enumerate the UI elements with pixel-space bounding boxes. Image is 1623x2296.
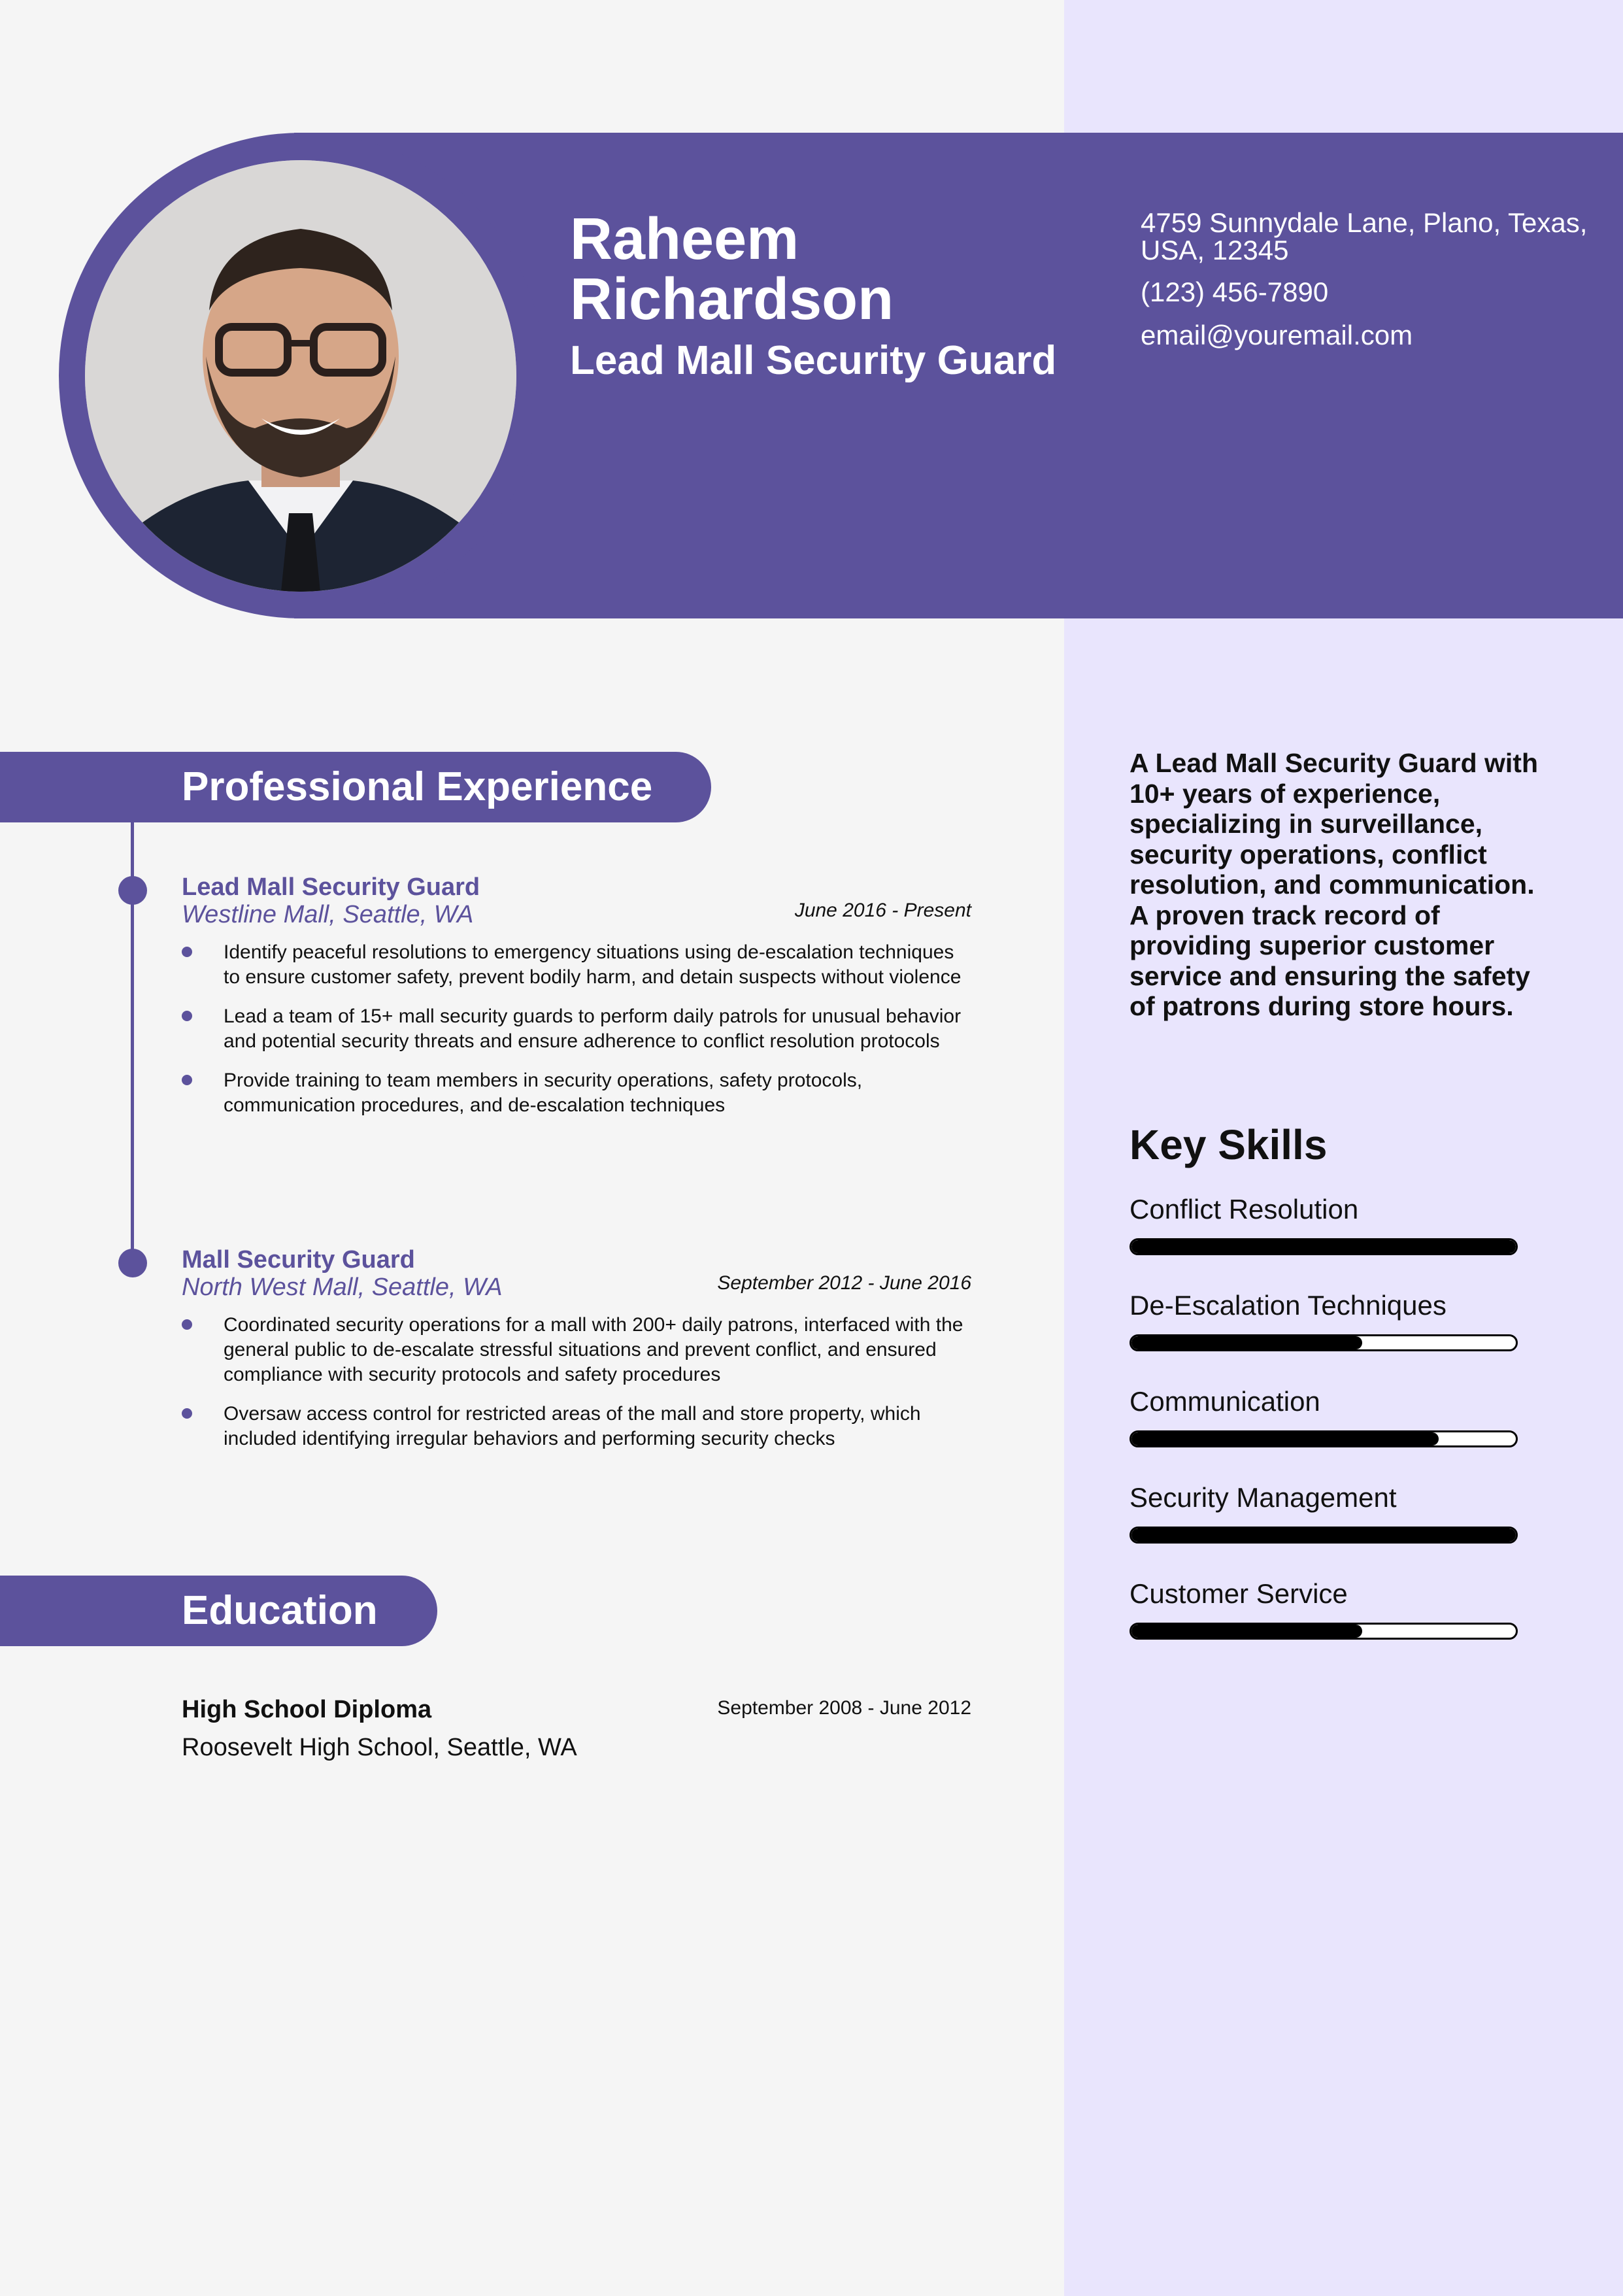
skill-item (1129, 1386, 1522, 1482)
education-entry (182, 1695, 971, 1763)
skill-name: Communication (1129, 1386, 1320, 1417)
email: email@youremail.com (1141, 320, 1413, 350)
job-entry (182, 1246, 971, 1466)
timeline-dot (118, 876, 147, 905)
bullet-item: Provide training to team members in security operations, safety protocols, communication procedures, and de-escalation techniques (182, 1068, 971, 1118)
skill-name: Customer Service (1129, 1578, 1348, 1609)
candidate-name: Raheem Richardson (570, 207, 894, 332)
skill-bar (1129, 1527, 1518, 1544)
skill-item (1129, 1482, 1522, 1578)
job-dates: June 2016 - Present (794, 900, 971, 921)
timeline-dot (118, 1249, 147, 1277)
skill-item (1129, 1290, 1522, 1386)
skill-bar (1129, 1334, 1518, 1351)
job-bullets (182, 1313, 971, 1451)
skill-bar (1129, 1430, 1518, 1447)
job-bullets (182, 940, 971, 1118)
contact-info (1141, 209, 1598, 363)
skill-level-fill (1131, 1528, 1516, 1542)
education-degree: High School Diploma (182, 1696, 432, 1723)
skills-heading: Key Skills (1129, 1121, 1328, 1168)
skill-bar (1129, 1238, 1518, 1255)
skill-item (1129, 1194, 1522, 1290)
candidate-title: Lead Mall Security Guard (570, 338, 1057, 383)
skill-item (1129, 1578, 1522, 1674)
address: 4759 Sunnydale Lane, Plano, Texas, USA, 12345 (1141, 207, 1588, 265)
education-school: Roosevelt High School, Seattle, WA (182, 1734, 577, 1761)
skill-bar (1129, 1623, 1518, 1640)
phone: (123) 456-7890 (1141, 277, 1329, 307)
skill-level-fill (1131, 1336, 1362, 1349)
skill-level-fill (1131, 1625, 1362, 1638)
skills-list (1129, 1194, 1522, 1674)
job-dates: September 2012 - June 2016 (717, 1272, 971, 1294)
job-role: Mall Security Guard (182, 1246, 415, 1274)
experience-heading: Professional Experience (0, 752, 711, 822)
skill-name: De-Escalation Techniques (1129, 1290, 1447, 1321)
bullet-item: Lead a team of 15+ mall security guards to perform daily patrols for unusual behavior and potential security threats and ensure adherence to conflict resolution protocols (182, 1004, 971, 1054)
education-dates: September 2008 - June 2012 (717, 1697, 971, 1719)
job-company: North West Mall, Seattle, WA (182, 1274, 503, 1301)
bullet-item: Identify peaceful resolutions to emergency situations using de-escalation techniques to ensure customer safety, prevent bodily harm, and detain suspects without violence (182, 940, 971, 990)
skill-level-fill (1131, 1432, 1439, 1445)
skill-name: Security Management (1129, 1482, 1397, 1513)
bullet-item: Coordinated security operations for a mall with 200+ daily patrons, interfaced with the general public to de-escalate stressful situations and prevent conflict, and ensured compliance with security protocols and safety procedures (182, 1313, 971, 1387)
job-role: Lead Mall Security Guard (182, 873, 480, 901)
bullet-item: Oversaw access control for restricted areas of the mall and store property, which included identifying irregular behaviors and performing security checks (182, 1402, 971, 1451)
job-company: Westline Mall, Seattle, WA (182, 901, 474, 928)
job-entry (182, 873, 971, 1132)
skill-level-fill (1131, 1240, 1516, 1253)
profile-summary: A Lead Mall Security Guard with 10+ years of experience, specializing in surveillance, security operations, conflict resolution, and communication. A proven track record of providing superior customer service and ensuring the safety of patrons during store hours. (1129, 748, 1538, 1021)
profile-photo (85, 160, 516, 592)
skill-name: Conflict Resolution (1129, 1194, 1359, 1224)
education-heading: Education (0, 1576, 437, 1646)
